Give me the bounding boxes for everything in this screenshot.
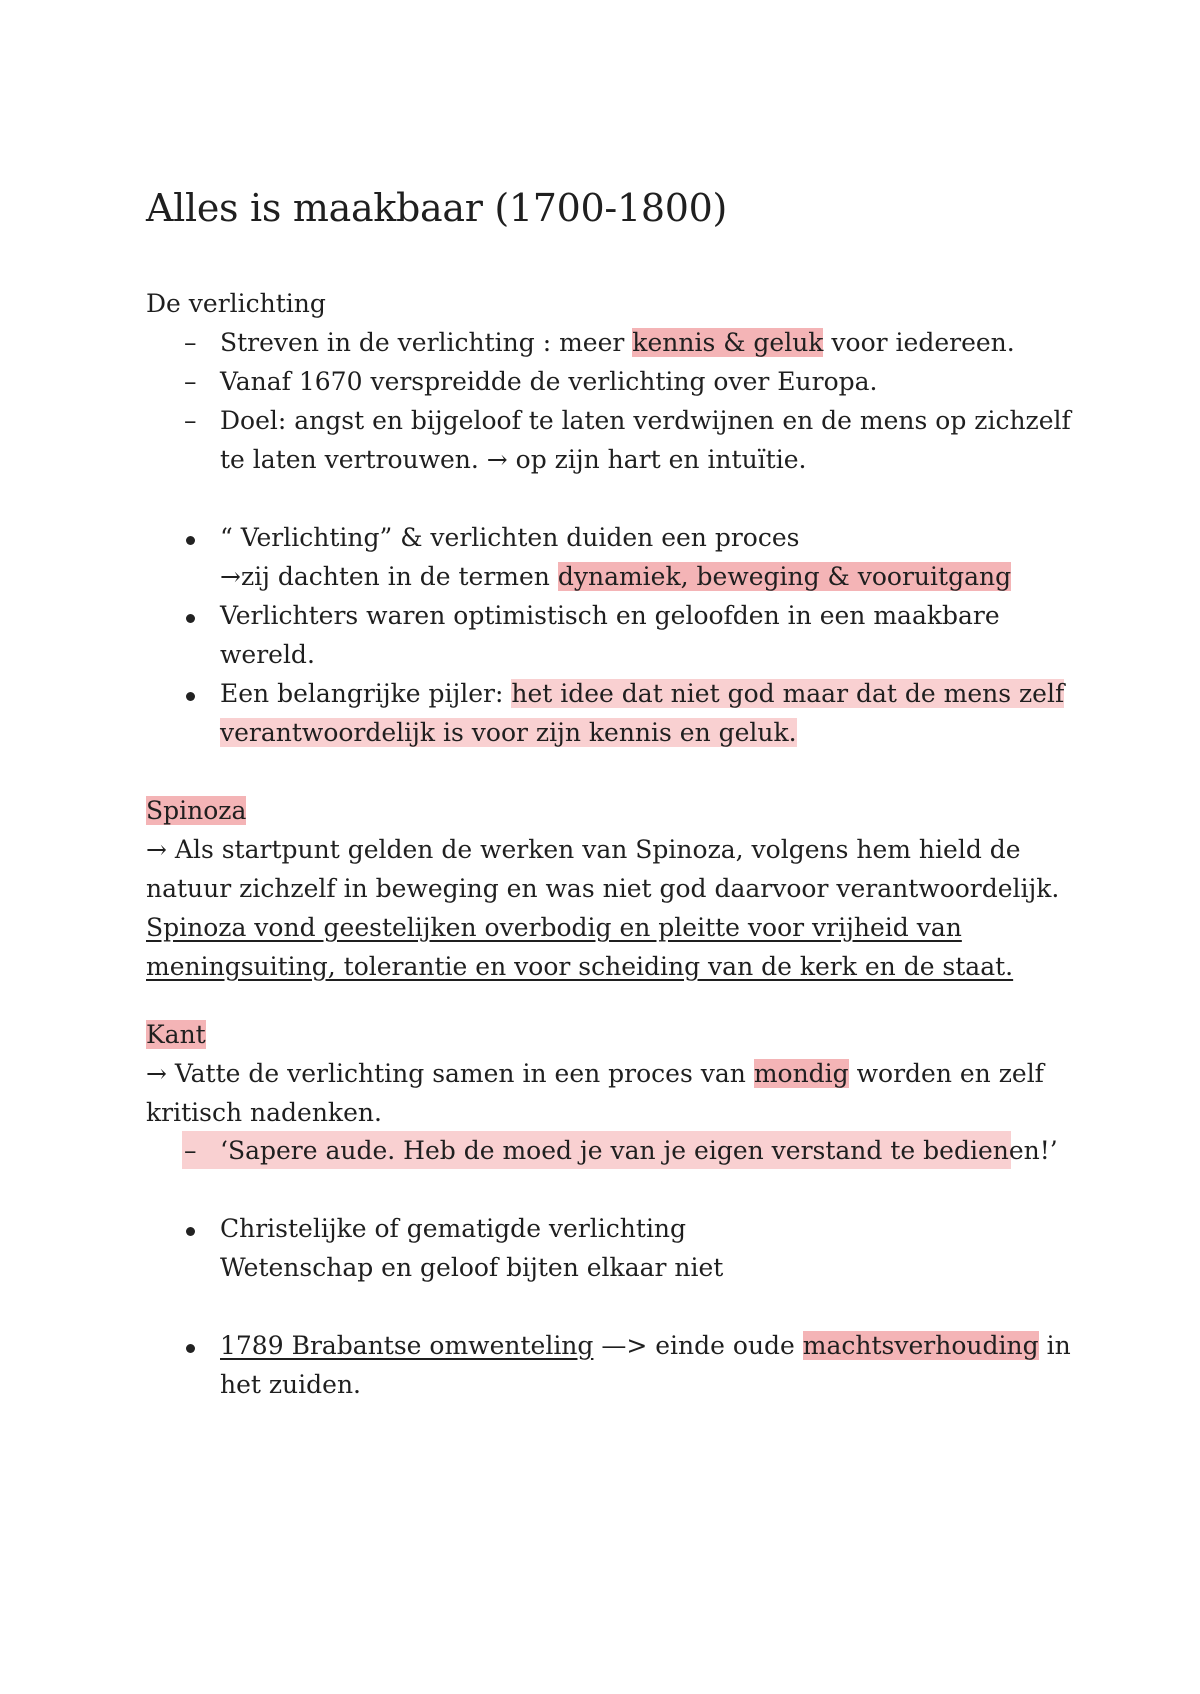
highlight: Kant (146, 1020, 206, 1049)
section-heading-spinoza (146, 795, 246, 827)
highlight: kennis & geluk (632, 328, 824, 357)
list-item-continuation: te laten vertrouwen. → op zijn hart en intuïtie. (220, 445, 807, 474)
bullet-item-continuation: het zuiden. (220, 1370, 362, 1399)
bullet-item: 1789 Brabantse omwenteling —> einde oude machtsverhouding in (220, 1331, 1071, 1360)
underlined-line: meningsuiting, tolerantie en voor scheiding van de kerk en de staat. (146, 952, 1014, 981)
dash-marker: – (184, 1136, 197, 1165)
paragraph-line: natuur zichzelf in beweging en was niet god daarvoor verantwoordelijk. (146, 874, 1060, 903)
list-item: Streven in de verlichting : meer kennis & geluk voor iedereen. (220, 328, 1015, 357)
dash-marker: – (184, 328, 197, 357)
highlight: het idee dat niet god maar dat de mens zelf (511, 679, 1065, 708)
highlight: machtsverhouding (802, 1331, 1039, 1360)
paragraph-line: kritisch nadenken. (146, 1098, 382, 1127)
underlined-line: Spinoza vond geestelijken overbodig en pleitte voor vrijheid van (146, 913, 962, 942)
dash-marker: – (184, 367, 197, 396)
paragraph-line: → Als startpunt gelden de werken van Spinoza, volgens hem hield de (146, 835, 1021, 864)
bullet-icon (186, 692, 195, 701)
list-item: Vanaf 1670 verspreidde de verlichting over Europa. (220, 367, 878, 396)
section-heading-kant (146, 1019, 206, 1051)
section-heading-verlichting: De verlichting (146, 289, 326, 318)
bullet-icon (186, 1344, 195, 1353)
bullet-item-continuation: Wetenschap en geloof bijten elkaar niet (220, 1253, 724, 1282)
paragraph-line: → Vatte de verlichting samen in een proces van mondig worden en zelf (146, 1059, 1044, 1088)
bullet-item: Verlichters waren optimistisch en geloofden in een maakbare (220, 601, 1000, 630)
kant-quote: ‘Sapere aude. Heb de moed je van je eigen verstand te bedienen!’ (220, 1136, 1058, 1165)
highlight: mondig (753, 1059, 849, 1088)
highlight: verantwoordelijk is voor zijn kennis en geluk. (220, 718, 797, 747)
bullet-item-continuation: →zij dachten in de termen dynamiek, beweging & vooruitgang (220, 562, 1012, 591)
bullet-icon (186, 536, 195, 545)
bullet-item: Een belangrijke pijler: het idee dat niet god maar dat de mens zelf (220, 679, 1065, 708)
dash-marker: – (184, 406, 197, 435)
bullet-item-continuation: wereld. (220, 640, 315, 669)
highlight: dynamiek, beweging & vooruitgang (557, 562, 1012, 591)
bullet-item-continuation (220, 717, 797, 749)
bullet-item: Christelijke of gematigde verlichting (220, 1214, 687, 1243)
bullet-icon (186, 1227, 195, 1236)
highlight: Spinoza (146, 796, 247, 825)
bullet-item: “ Verlichting” & verlichten duiden een proces (220, 523, 800, 552)
underlined-text: 1789 Brabantse omwenteling (220, 1331, 594, 1360)
list-item: Doel: angst en bijgeloof te laten verdwijnen en de mens op zichzelf (220, 406, 1071, 435)
page-title: Alles is maakbaar (1700-1800) (146, 186, 728, 230)
bullet-icon (186, 614, 195, 623)
